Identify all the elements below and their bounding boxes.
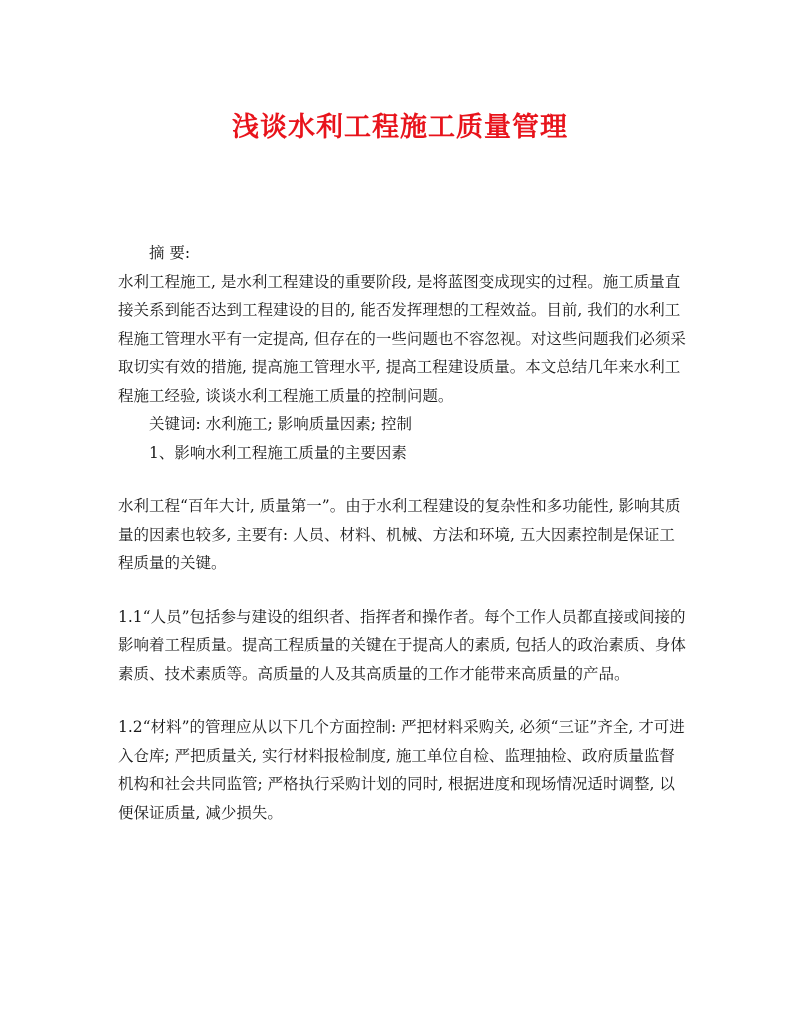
paragraph-spacer: [118, 578, 688, 603]
body-paragraph: 1.2“材料”的管理应从以下几个方面控制: 严把材料采购关, 必须“三证”齐全, 才可进入仓库; 严把质量关, 实行材料报检制度, 施工单位自检、监理抽检、政府质量监督机构和社会共同监管; 严格执行采购计划的同时, 根据进度和现场情况适时调整, 以便保证质量, 减少损失。: [118, 718, 685, 822]
paragraph-spacer: [118, 467, 688, 492]
body-paragraph: 水利工程“百年大计, 质量第一”。由于水利工程建设的复杂性和多功能性, 影响其质量的因素也较多, 主要有: 人员、材料、机械、方法和环境, 五大因素控制是保证工程质量的关键。: [118, 497, 681, 572]
paragraph-spacer: [118, 688, 688, 713]
keywords-line: 关键词: 水利施工; 影响质量因素; 控制: [149, 415, 412, 433]
page-title: 浅谈水利工程施工质量管理: [232, 112, 568, 143]
body-paragraph: 1.1“人员”包括参与建设的组织者、指挥者和操作者。每个工作人员都直接或间接的影响着工程质量。提高工程质量的关键在于提高人的素质, 包括人的政治素质、身体素质、技术素质等。高质量的人及其高质量的工作才能带来高质量的产品。: [118, 607, 686, 683]
abstract-paragraph: 水利工程施工, 是水利工程建设的重要阶段, 是将蓝图变成现实的过程。施工质量直接关系到能否达到工程建设的目的, 能否发挥理想的工程效益。目前, 我们的水利工程施工管理水平有一定提高, 但存在的一些问题也不容忽视。对这些问题我们必须采取切实有效的措施, 提高施工管理水平, 提高工程建设质量。本文总结几年来水利工程施工经验, 谈谈水利工程施工质量的控制问题。: [118, 272, 686, 405]
section-heading: 1、影响水利工程施工质量的主要因素: [149, 443, 407, 462]
abstract-label: 摘 要:: [149, 244, 191, 262]
document-body: [118, 239, 688, 827]
